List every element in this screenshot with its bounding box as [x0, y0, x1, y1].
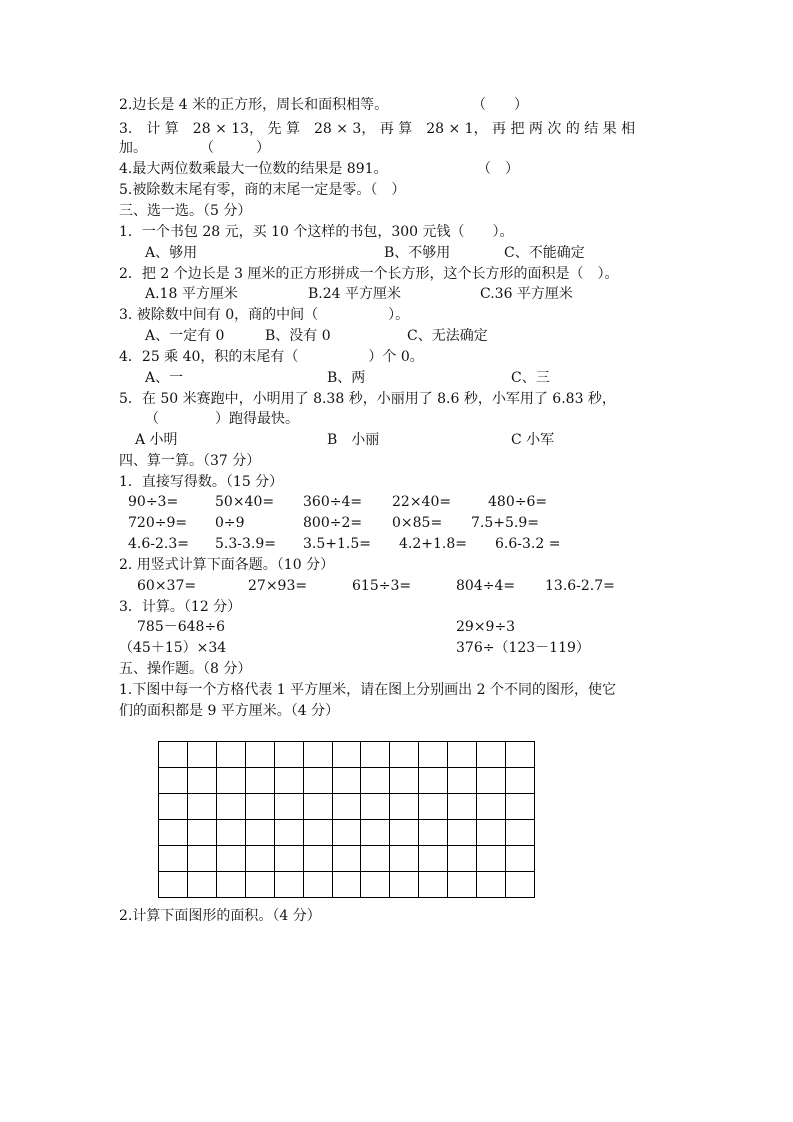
grid-cell: [419, 742, 448, 768]
grid-cell: [390, 768, 419, 794]
vertical-item: 13.6-2.7=: [545, 578, 615, 594]
grid-cell: [332, 768, 361, 794]
choose-q4-option-b: B、两: [327, 370, 366, 386]
grid-cell: [274, 872, 303, 898]
grid-cell: [506, 768, 535, 794]
compute-item: （45＋15）×34: [119, 640, 227, 656]
grid-cell: [274, 768, 303, 794]
judge-q2-blank: （ ）: [472, 97, 528, 113]
grid-cell: [390, 846, 419, 872]
grid-cell: [361, 846, 390, 872]
grid-cell: [477, 742, 506, 768]
grid-cell: [477, 846, 506, 872]
calc-direct-heading: 1．直接写得数。（15 分）: [119, 474, 284, 490]
grid-cell: [303, 742, 332, 768]
grid-cell: [448, 872, 477, 898]
vertical-item: 615÷3=: [352, 578, 412, 594]
grid-cell: [361, 742, 390, 768]
choose-q3-option-a: A、一定有 0: [145, 328, 225, 344]
grid-cell: [159, 768, 188, 794]
grid-cell: [303, 794, 332, 820]
grid-cell: [332, 794, 361, 820]
grid-cell: [216, 820, 245, 846]
choose-q1-option-b: B、不够用: [384, 245, 451, 261]
grid-cell: [390, 794, 419, 820]
direct-item: 4.2+1.8=: [399, 536, 467, 552]
grid-cell: [216, 846, 245, 872]
choose-q1-option-a: A、够用: [145, 245, 198, 261]
grid-cell: [419, 846, 448, 872]
grid-cell: [187, 820, 216, 846]
grid-cell: [159, 820, 188, 846]
grid-cell: [419, 768, 448, 794]
choose-q1: 1．一个书包 28 元，买 10 个这样的书包，300 元钱（ ）。: [119, 224, 514, 240]
grid-cell: [390, 872, 419, 898]
choose-q3-option-b: B、没有 0: [265, 328, 331, 344]
choose-q4-option-a: A、一: [145, 370, 184, 386]
grid-cell: [159, 742, 188, 768]
grid-cell: [332, 846, 361, 872]
grid-cell: [245, 846, 274, 872]
grid-cell: [361, 794, 390, 820]
calc-compute-heading: 3．计算。（12 分）: [119, 599, 242, 615]
grid-cell: [187, 794, 216, 820]
direct-item: 50×40=: [215, 494, 275, 510]
grid-cell: [216, 794, 245, 820]
direct-item: 7.5+5.9=: [471, 515, 539, 531]
direct-item: 720÷9=: [128, 515, 188, 531]
grid-cell: [216, 768, 245, 794]
grid-cell: [506, 846, 535, 872]
grid-cell: [332, 820, 361, 846]
grid-cell: [419, 820, 448, 846]
judge-q2: 2.边长是 4 米的正方形，周长和面积相等。: [119, 97, 389, 113]
judge-q3-line1: 3. 计 算 28 × 13， 先 算 28 × 3， 再 算 28 × 1， 再 把 两 次 的 结 果 相: [119, 121, 636, 137]
ops-q1-line1: 1.下图中每一个方格代表 1 平方厘米，请在图上分别画出 2 个不同的图形，使它: [119, 682, 616, 698]
grid-cell: [506, 872, 535, 898]
grid-row: [159, 820, 535, 846]
grid-cell: [187, 742, 216, 768]
compute-item: 29×9÷3: [456, 619, 516, 635]
grid-cell: [361, 872, 390, 898]
judge-q4-blank: （ ）: [477, 161, 519, 177]
grid-cell: [332, 742, 361, 768]
vertical-item: 60×37=: [137, 578, 197, 594]
grid-cell: [448, 768, 477, 794]
grid-cell: [448, 820, 477, 846]
grid-cell: [477, 794, 506, 820]
compute-item: 376÷（123－119）: [456, 640, 590, 656]
direct-item: 5.3-3.9=: [215, 536, 276, 552]
choose-q5-line2: （ ）跑得最快。: [145, 411, 299, 427]
judge-q5: 5.被除数末尾有零，商的末尾一定是零。（ ）: [119, 182, 406, 198]
choose-q5-option-b: B 小丽: [327, 432, 380, 448]
grid-cell: [159, 794, 188, 820]
grid-cell: [303, 846, 332, 872]
grid-cell: [187, 768, 216, 794]
direct-item: 4.6-2.3=: [128, 536, 189, 552]
grid-cell: [448, 846, 477, 872]
choose-q5-option-c: C 小军: [511, 432, 555, 448]
grid-cell: [159, 872, 188, 898]
ops-q2: 2.计算下面图形的面积。（4 分）: [119, 908, 321, 924]
calc-vertical-heading: 2. 用竖式计算下面各题。（10 分）: [119, 557, 335, 573]
grid-cell: [332, 872, 361, 898]
vertical-item: 804÷4=: [456, 578, 516, 594]
grid-cell: [390, 742, 419, 768]
grid-cell: [274, 794, 303, 820]
ops-heading: 五、操作题。（8 分）: [119, 661, 252, 677]
ops-q1-line2: 们的面积都是 9 平方厘米。（4 分）: [119, 703, 340, 719]
choose-q5-option-a: A 小明: [135, 432, 178, 448]
grid-cell: [274, 742, 303, 768]
grid-row: [159, 794, 535, 820]
grid-row: [159, 768, 535, 794]
judge-q3-line2: 加。: [119, 140, 147, 156]
grid-cell: [245, 768, 274, 794]
grid-cell: [303, 872, 332, 898]
grid-cell: [448, 742, 477, 768]
grid-cell: [303, 768, 332, 794]
direct-item: 90÷3=: [128, 494, 179, 510]
grid-cell: [448, 794, 477, 820]
grid-cell: [506, 794, 535, 820]
direct-item: 3.5+1.5=: [303, 536, 371, 552]
direct-item: 22×40=: [392, 494, 452, 510]
choose-q2-option-a: A.18 平方厘米: [145, 286, 238, 302]
grid-row: [159, 846, 535, 872]
grid-cell: [274, 820, 303, 846]
grid-cell: [274, 846, 303, 872]
grid-cell: [187, 872, 216, 898]
grid-cell: [187, 846, 216, 872]
grid-cell: [216, 872, 245, 898]
grid-cell: [390, 820, 419, 846]
grid-row: [159, 872, 535, 898]
grid-cell: [361, 768, 390, 794]
square-grid: [158, 741, 535, 898]
grid-cell: [477, 820, 506, 846]
grid-cell: [506, 742, 535, 768]
direct-item: 0÷9: [215, 515, 245, 531]
grid-cell: [245, 872, 274, 898]
grid-cell: [419, 794, 448, 820]
judge-q3-blank: （ ）: [200, 140, 270, 156]
compute-item: 785－648÷6: [137, 619, 226, 635]
grid-cell: [506, 820, 535, 846]
choose-q4-option-c: C、三: [511, 370, 550, 386]
grid-cell: [303, 820, 332, 846]
grid-cell: [245, 794, 274, 820]
direct-item: 6.6-3.2 =: [495, 536, 561, 552]
calc-heading: 四、算一算。（37 分）: [119, 453, 261, 469]
choose-q2-option-c: C.36 平方厘米: [480, 286, 573, 302]
grid-cell: [477, 872, 506, 898]
choose-q3-option-c: C、无法确定: [407, 328, 488, 344]
choose-q3: 3. 被除数中间有 0，商的中间（ ）。: [119, 307, 410, 323]
vertical-item: 27×93=: [248, 578, 308, 594]
direct-item: 800÷2=: [303, 515, 363, 531]
grid-cell: [419, 872, 448, 898]
choose-q2: 2．把 2 个边长是 3 厘米的正方形拼成一个长方形，这个长方形的面积是（ ）。: [119, 266, 619, 282]
grid-cell: [361, 820, 390, 846]
direct-item: 360÷4=: [303, 494, 363, 510]
grid-cell: [245, 742, 274, 768]
grid-cell: [245, 820, 274, 846]
choose-heading: 三、选一选。（5 分）: [119, 203, 252, 219]
judge-q4: 4.最大两位数乘最大一位数的结果是 891。: [119, 161, 388, 177]
grid-cell: [159, 846, 188, 872]
choose-q1-option-c: C、不能确定: [504, 245, 585, 261]
choose-q5-line1: 5．在 50 米赛跑中，小明用了 8.38 秒，小丽用了 8.6 秒，小军用了 6.83 秒，: [119, 391, 616, 407]
grid-cell: [216, 742, 245, 768]
grid-cell: [477, 768, 506, 794]
grid-row: [159, 742, 535, 768]
choose-q4: 4．25 乘 40，积的末尾有（ ）个 0。: [119, 349, 424, 365]
choose-q2-option-b: B.24 平方厘米: [308, 286, 402, 302]
direct-item: 480÷6=: [488, 494, 548, 510]
direct-item: 0×85=: [392, 515, 443, 531]
